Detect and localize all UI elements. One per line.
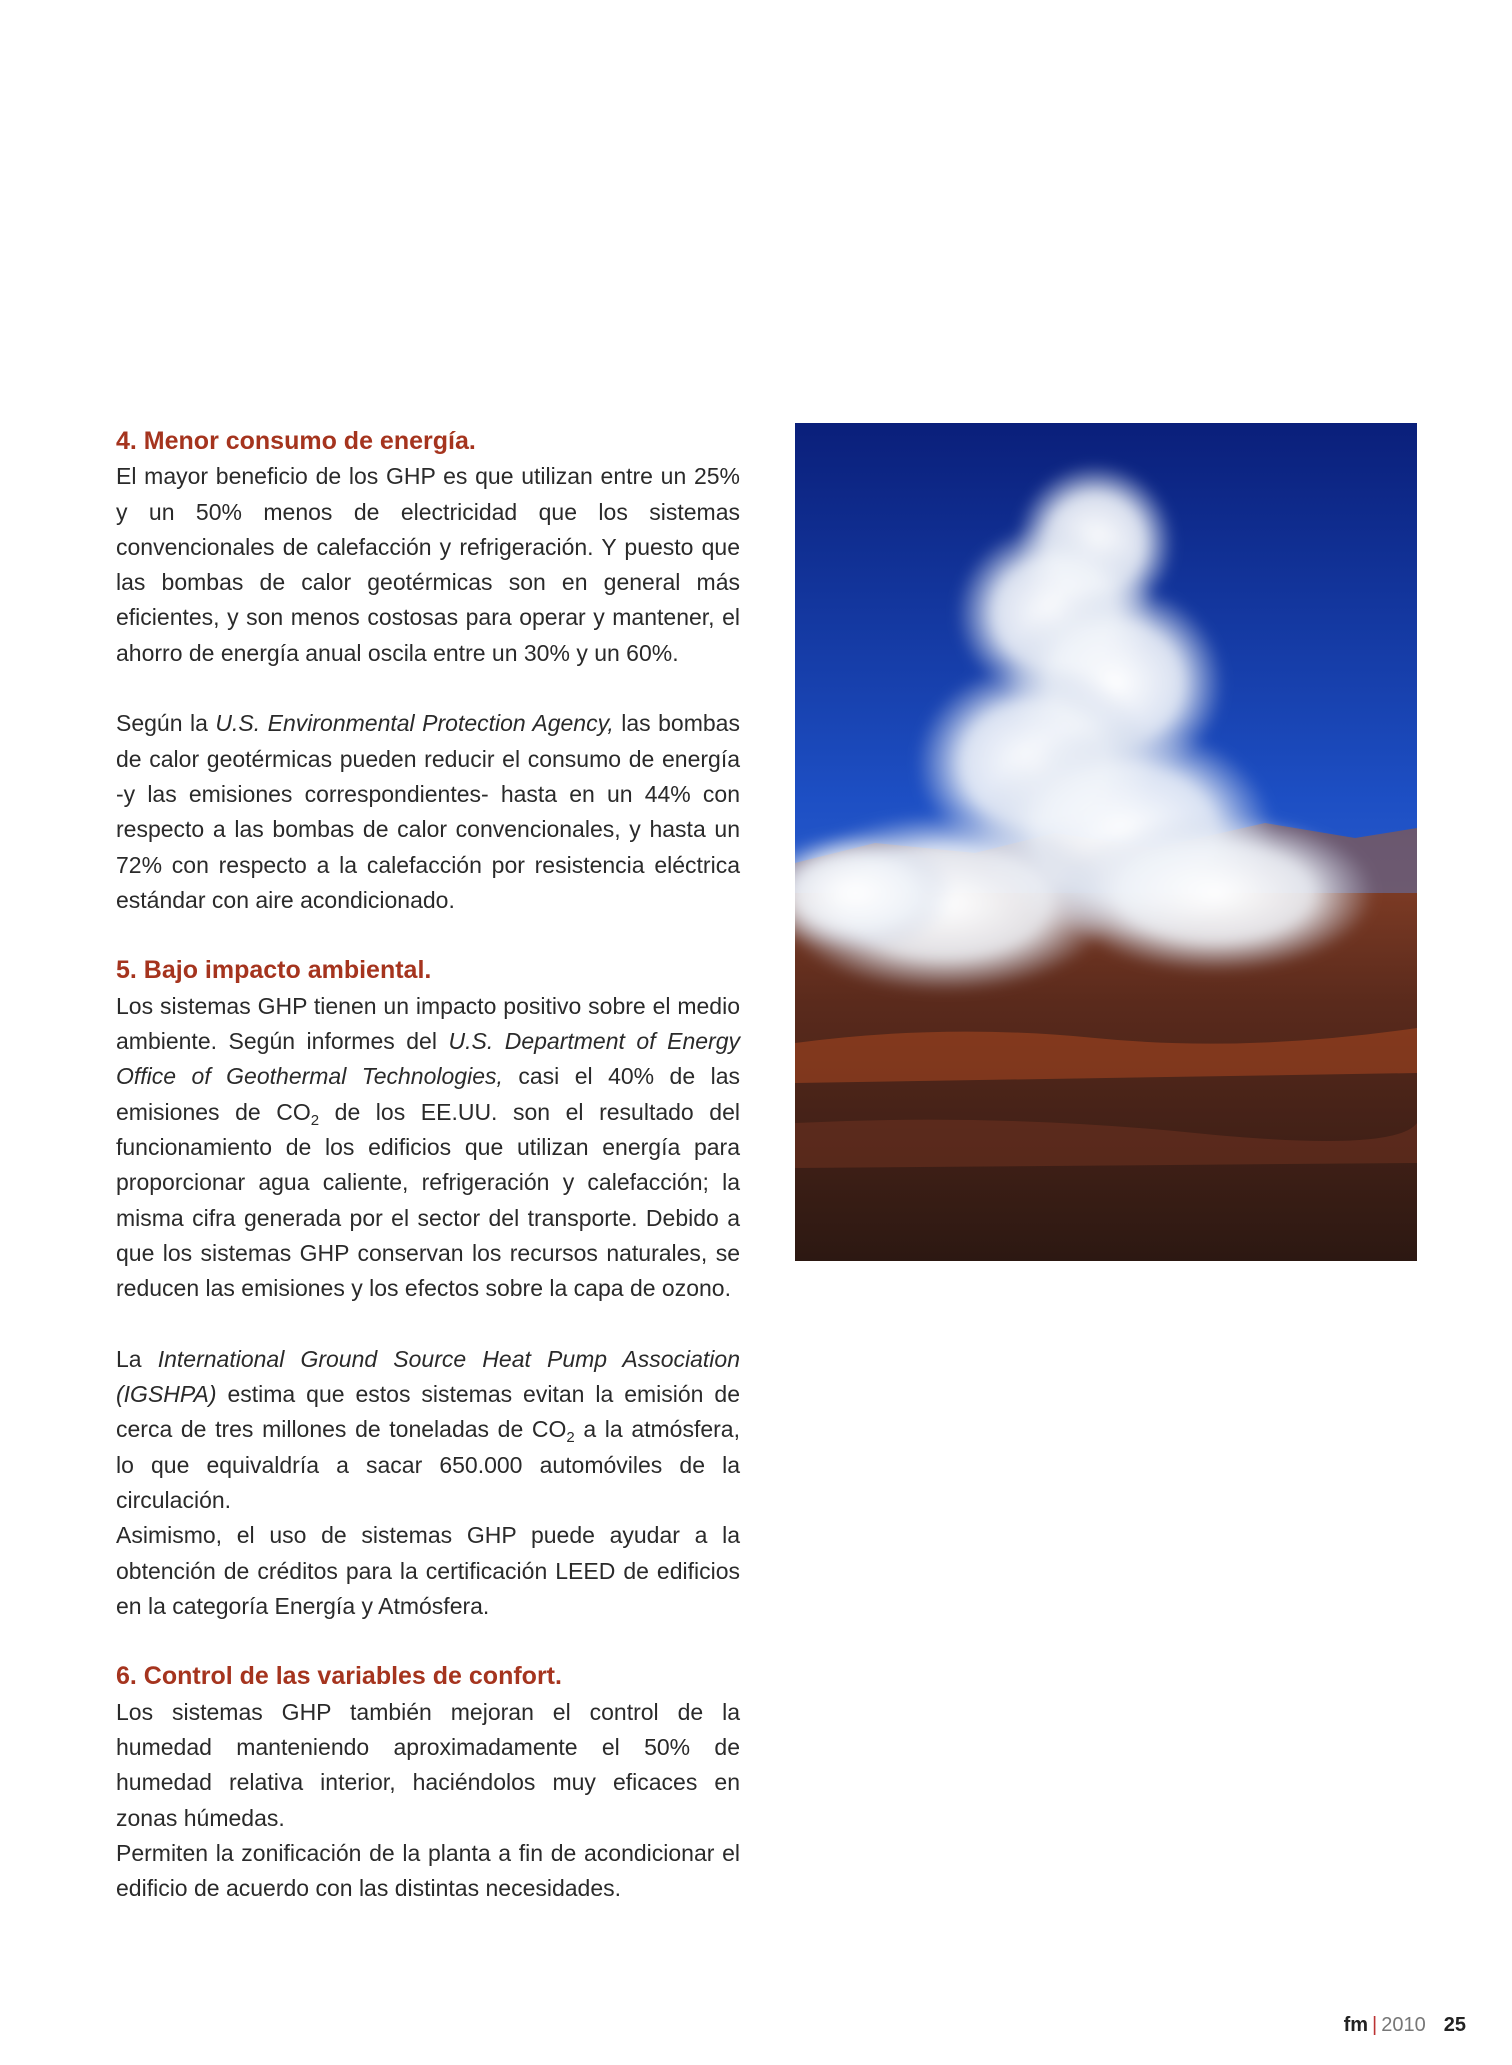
section-5-paragraph-2: La International Ground Source Heat Pump Association (IGSHPA) estima que estos sistemas evitan la emisión de cerca de tres millones de toneladas de $CO_2$ a la atmósfera, lo que equivaldría a sacar 650.000 automóviles de la circulación. <box>116 1345 740 1513</box>
section-heading-4: 4. Menor consumo de energía. <box>116 427 476 455</box>
section-6-paragraph-2: Permiten la zonificación de la planta a fin de acondicionar el edificio de acuerdo con las distintas necesidades. <box>116 1839 740 1902</box>
footer-separator: | <box>1372 2014 1378 2036</box>
section-4-paragraph-2: Según la U.S. Environmental Protection Agency, las bombas de calor geotérmicas pueden reducir el consumo de energía -y las emisiones correspondientes- hasta en un 44% con respecto a las bombas de calor convencionales, y hasta un 72% con respecto a la calefacción por resistencia eléctrica estándar con aire acondicionado. <box>116 710 740 913</box>
article-column <box>116 424 740 1906</box>
section-heading-6: 6. Control de las variables de confort. <box>116 1662 562 1691</box>
section-5-paragraph-1: Los sistemas GHP tienen un impacto positivo sobre el medio ambiente. Según informes del U.S. Department of Energy Office of Geothermal Technologies, casi el 40% de las emisiones de $CO_2$ de los EE.UU. son el resultado del funcionamiento de los edificios que utilizan energía para proporcionar agua caliente, refrigeración y calefacción; la misma cifra generada por el sector del transporte. Debido a que los sistemas GHP conservan los recursos naturales, se reducen las emisiones y los efectos sobre la capa de ozono. <box>116 992 740 1302</box>
geyser-photo <box>795 423 1417 1261</box>
magazine-brand: fm <box>1343 2014 1369 2036</box>
section-6-paragraph-1: Los sistemas GHP también mejoran el control de la humedad manteniendo aproximadamente el 50% de humedad relativa interior, haciéndolos muy eficaces en zonas húmedas. <box>116 1698 740 1831</box>
epa-name: U.S. Environmental Protection Agency, <box>215 710 614 737</box>
doe-name: U.S. Department of Energy Office of Geothermal Technologies, <box>116 1028 740 1090</box>
page-footer <box>1344 2014 1466 2037</box>
igshpa-name: International Ground Source Heat Pump Association (IGSHPA) <box>116 1345 740 1408</box>
section-4-paragraph-1: El mayor beneficio de los GHP es que utilizan entre un 25% y un 50% menos de electricidad que los sistemas convencionales de calefacción y refrigeración. Y puesto que las bombas de calor geotérmicas son en general más eficientes, y son menos costosas para operar y mantener, el ahorro de energía anual oscila entre un 30% y un 60%. <box>116 463 740 666</box>
section-heading-5: 5. Bajo impacto ambiental. <box>116 956 432 985</box>
section-5-paragraph-3: Asimismo, el uso de sistemas GHP puede ayudar a la obtención de créditos para la certificación LEED de edificios en la categoría Energía y Atmósfera. <box>116 1522 740 1619</box>
issue-year: 2010 <box>1381 2014 1426 2036</box>
page-number: 25 <box>1443 2014 1466 2036</box>
